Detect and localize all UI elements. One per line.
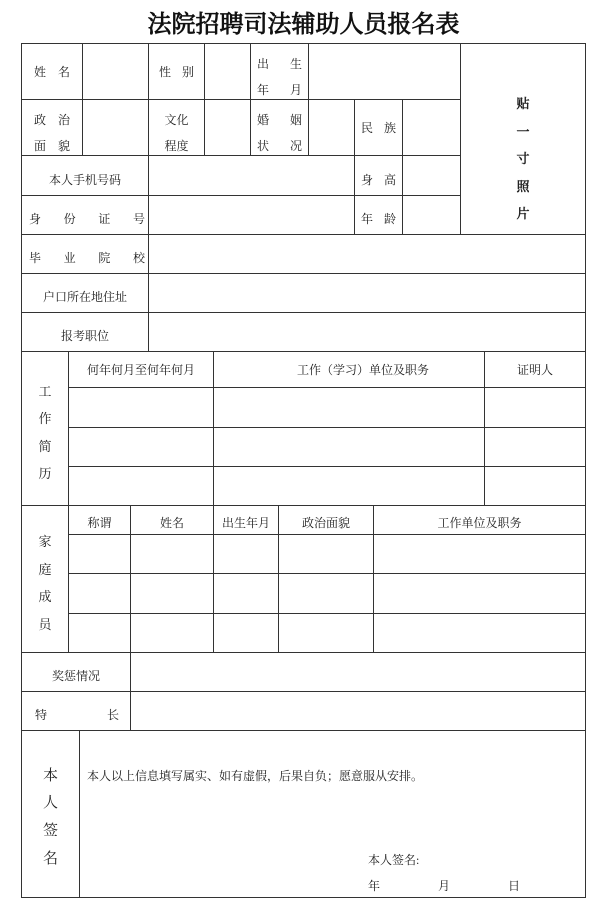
specialty-field[interactable] <box>131 692 586 731</box>
work-history-header-unit: 工作（学习）单位及职务 <box>214 352 485 388</box>
family-relation-cell[interactable] <box>69 574 131 614</box>
school-label-text: 毕 业 院 校 <box>29 251 145 265</box>
hukou-address-label-text: 户口所在地住址 <box>42 290 127 304</box>
family-work-unit-cell[interactable] <box>374 535 586 574</box>
birth-date-label <box>251 44 309 100</box>
family-header-work-unit: 工作单位及职务 <box>374 506 586 535</box>
school-field[interactable] <box>149 235 586 274</box>
family-relation-cell[interactable] <box>69 614 131 653</box>
height-label <box>355 156 403 196</box>
signature-prompt: 本人签名: <box>368 853 420 867</box>
political-status-label-lines <box>22 113 82 153</box>
work-history-period-cell[interactable] <box>69 467 214 506</box>
education-label-line1: 文化 <box>164 112 189 127</box>
birth-date-label-lines <box>251 57 308 97</box>
birth-date-field[interactable] <box>309 44 461 100</box>
political-status-label <box>22 100 83 156</box>
signature-label <box>22 731 80 898</box>
work-history-witness-cell[interactable] <box>485 428 586 467</box>
work-history-label-text: 工作简历 <box>38 383 52 481</box>
family-header-relation: 称谓 <box>69 506 131 535</box>
education-label <box>149 100 205 156</box>
age-label <box>355 196 403 235</box>
education-label-line2: 程度 <box>164 138 189 153</box>
name-label <box>22 44 83 100</box>
awards-field[interactable] <box>131 653 586 692</box>
family-birth-cell[interactable] <box>214 535 279 574</box>
photo-hint: 贴一寸照片 <box>516 96 530 221</box>
phone-label <box>22 156 149 196</box>
height-field[interactable] <box>403 156 461 196</box>
political-status-label-line2: 面 貌 <box>34 138 70 153</box>
id-number-field[interactable] <box>149 196 355 235</box>
school-label <box>22 235 149 274</box>
family-birth-cell[interactable] <box>214 574 279 614</box>
id-number-label-text: 身 份 证 号 <box>29 212 145 226</box>
family-header-political-status: 政治面貌 <box>279 506 374 535</box>
applied-position-field[interactable] <box>149 313 586 352</box>
awards-label-text: 奖惩情况 <box>51 669 100 683</box>
signature-label-text: 本人签名 <box>42 767 58 867</box>
family-work-unit-cell[interactable] <box>374 574 586 614</box>
marital-status-label-line1: 婚 姻 <box>257 112 302 127</box>
ethnicity-label-text: 民 族 <box>361 120 396 135</box>
family-political-status-cell[interactable] <box>279 614 374 653</box>
family-members-label-text: 家庭成员 <box>38 534 52 632</box>
marital-status-label-lines <box>251 113 308 153</box>
gender-field[interactable] <box>205 44 251 100</box>
height-label-text: 身 高 <box>361 172 396 187</box>
gender-label <box>149 44 205 100</box>
registration-form <box>21 43 586 898</box>
declaration-text: 本人以上信息填写属实、如有虚假，后果自负；愿意服从安排。 <box>87 769 424 783</box>
family-political-status-cell[interactable] <box>279 574 374 614</box>
family-work-unit-cell[interactable] <box>374 614 586 653</box>
hukou-address-label <box>22 274 149 313</box>
work-history-witness-cell[interactable] <box>485 467 586 506</box>
marital-status-label <box>251 100 309 156</box>
work-history-label <box>22 352 69 506</box>
work-history-period-cell[interactable] <box>69 388 214 428</box>
specialty-label-text: 特 长 <box>35 708 119 722</box>
work-history-unit-cell[interactable] <box>214 467 485 506</box>
form-title: 法院招聘司法辅助人员报名表 <box>147 10 460 38</box>
phone-label-text: 本人手机号码 <box>48 172 121 187</box>
work-history-unit-cell[interactable] <box>214 388 485 428</box>
id-number-label <box>22 196 149 235</box>
hukou-address-field[interactable] <box>149 274 586 313</box>
date-month-label: 月 <box>438 879 451 893</box>
work-history-witness-cell[interactable] <box>485 388 586 428</box>
photo-area[interactable] <box>461 44 586 235</box>
signature-area <box>80 731 586 898</box>
birth-date-label-line2: 年 月 <box>257 82 302 97</box>
ethnicity-label <box>355 100 403 156</box>
awards-label <box>22 653 131 692</box>
specialty-label <box>22 692 131 731</box>
family-members-label <box>22 506 69 653</box>
work-history-unit-cell[interactable] <box>214 428 485 467</box>
family-name-cell[interactable] <box>131 574 214 614</box>
education-field[interactable] <box>205 100 251 156</box>
family-header-name: 姓名 <box>131 506 214 535</box>
applied-position-label <box>22 313 149 352</box>
family-name-cell[interactable] <box>131 535 214 574</box>
age-field[interactable] <box>403 196 461 235</box>
family-relation-cell[interactable] <box>69 535 131 574</box>
political-status-field[interactable] <box>83 100 149 156</box>
family-political-status-cell[interactable] <box>279 535 374 574</box>
work-history-header-witness: 证明人 <box>485 352 586 388</box>
applied-position-label-text: 报考职位 <box>60 329 109 343</box>
age-label-text: 年 龄 <box>361 212 396 226</box>
gender-label-text: 性 别 <box>159 64 194 79</box>
marital-status-label-line2: 状 况 <box>257 138 302 153</box>
family-header-birth: 出生年月 <box>214 506 279 535</box>
family-birth-cell[interactable] <box>214 614 279 653</box>
birth-date-label-line1: 出 生 <box>257 56 302 71</box>
phone-field[interactable] <box>149 156 355 196</box>
date-year-label: 年 <box>368 879 381 893</box>
name-field[interactable] <box>83 44 149 100</box>
date-day-label: 日 <box>508 879 521 893</box>
ethnicity-field[interactable] <box>403 100 461 156</box>
name-label-text: 姓 名 <box>34 64 70 79</box>
work-history-header-period: 何年何月至何年何月 <box>69 352 214 388</box>
education-label-lines <box>149 113 204 153</box>
family-name-cell[interactable] <box>131 614 214 653</box>
marital-status-field[interactable] <box>309 100 355 156</box>
political-status-label-line1: 政 治 <box>34 112 70 127</box>
work-history-period-cell[interactable] <box>69 428 214 467</box>
